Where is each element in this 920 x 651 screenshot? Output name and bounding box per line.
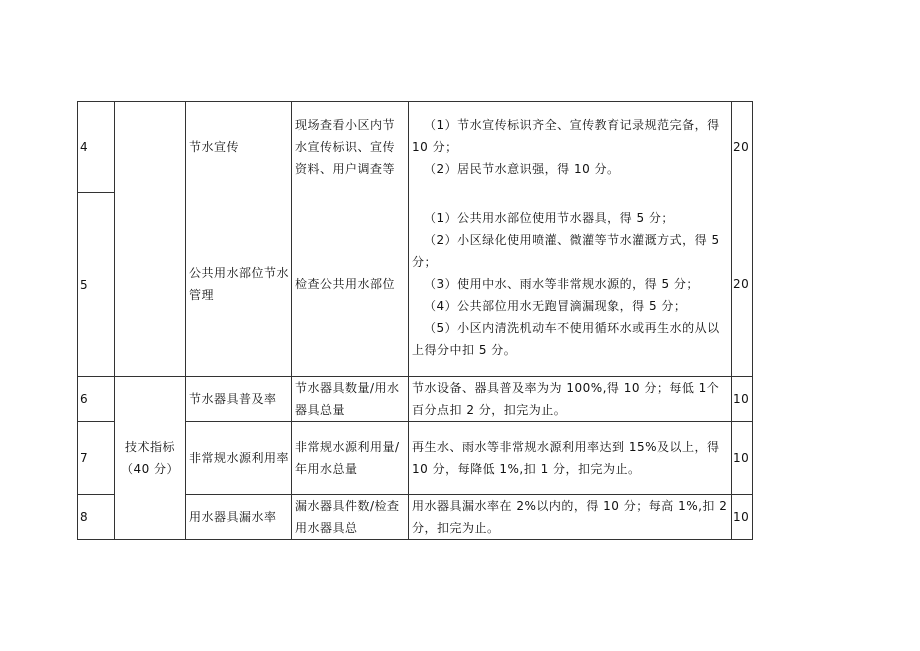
criteria-line: （5）小区内清洗机动车不使用循环水或再生水的从以上得分中扣 5 分。 bbox=[412, 321, 720, 358]
row-number: 6 bbox=[78, 377, 115, 422]
item-name: 用水器具漏水率 bbox=[186, 495, 292, 540]
table-row bbox=[78, 377, 753, 422]
row-number: 7 bbox=[78, 422, 115, 495]
check-method: 非常规水源利用量/年用水总量 bbox=[292, 422, 409, 495]
row-number: 8 bbox=[78, 495, 115, 540]
category-points: （40 分） bbox=[120, 462, 180, 476]
item-name: 节水宣传 bbox=[186, 102, 292, 193]
criteria-line: （2）小区绿化使用喷灌、微灌等节水灌溉方式，得 5 分； bbox=[412, 233, 720, 270]
scoring-criteria bbox=[409, 495, 732, 540]
check-method: 漏水器具件数/检查用水器具总 bbox=[292, 495, 409, 540]
category-title: 技术指标 bbox=[124, 440, 175, 454]
criteria-line: （1）节水宣传标识齐全、宣传教育记录规范完备，得 10 分； bbox=[412, 118, 720, 155]
scoring-table bbox=[77, 101, 753, 540]
criteria-line: 再生水、雨水等非常规水源利用率达到 15%及以上，得 10 分，每降低 1%,扣 1 分，扣完为止。 bbox=[412, 440, 720, 476]
category-tech-indicators bbox=[115, 377, 186, 540]
scoring-criteria bbox=[409, 193, 732, 377]
check-method: 检查公共用水部位 bbox=[292, 193, 409, 377]
check-method: 节水器具数量/用水器具总量 bbox=[292, 377, 409, 422]
score-value: 10 bbox=[732, 422, 753, 495]
scoring-criteria bbox=[409, 102, 732, 193]
criteria-line: （1）公共用水部位使用节水器具，得 5 分； bbox=[424, 211, 674, 226]
row-number: 5 bbox=[78, 193, 115, 377]
scoring-criteria bbox=[409, 377, 732, 422]
score-value: 10 bbox=[732, 495, 753, 540]
item-name: 公共用水部位节水管理 bbox=[186, 193, 292, 377]
score-value: 20 bbox=[732, 193, 753, 377]
item-name: 节水器具普及率 bbox=[186, 377, 292, 422]
criteria-line: （4）公共部位用水无跑冒滴漏现象，得 5 分； bbox=[424, 299, 687, 314]
row-number: 4 bbox=[78, 102, 115, 193]
table-row bbox=[78, 102, 753, 193]
score-value: 20 bbox=[732, 102, 753, 193]
criteria-line: （3）使用中水、雨水等非常规水源的，得 5 分； bbox=[424, 277, 699, 292]
criteria-line: 节水设备、器具普及率为为 100%,得 10 分；每低 1个百分点扣 2 分，扣完为止。 bbox=[412, 381, 720, 417]
scoring-criteria bbox=[409, 422, 732, 495]
check-method: 现场查看小区内节水宣传标识、宣传资料、用户调查等 bbox=[292, 102, 409, 193]
item-name: 非常规水源利用率 bbox=[186, 422, 292, 495]
criteria-line: （2）居民节水意识强，得 10 分。 bbox=[424, 162, 620, 177]
category-cell-empty bbox=[115, 102, 186, 377]
score-value: 10 bbox=[732, 377, 753, 422]
criteria-line: 用水器具漏水率在 2%以内的，得 10 分；每高 1%,扣 2 分，扣完为止。 bbox=[412, 499, 728, 535]
